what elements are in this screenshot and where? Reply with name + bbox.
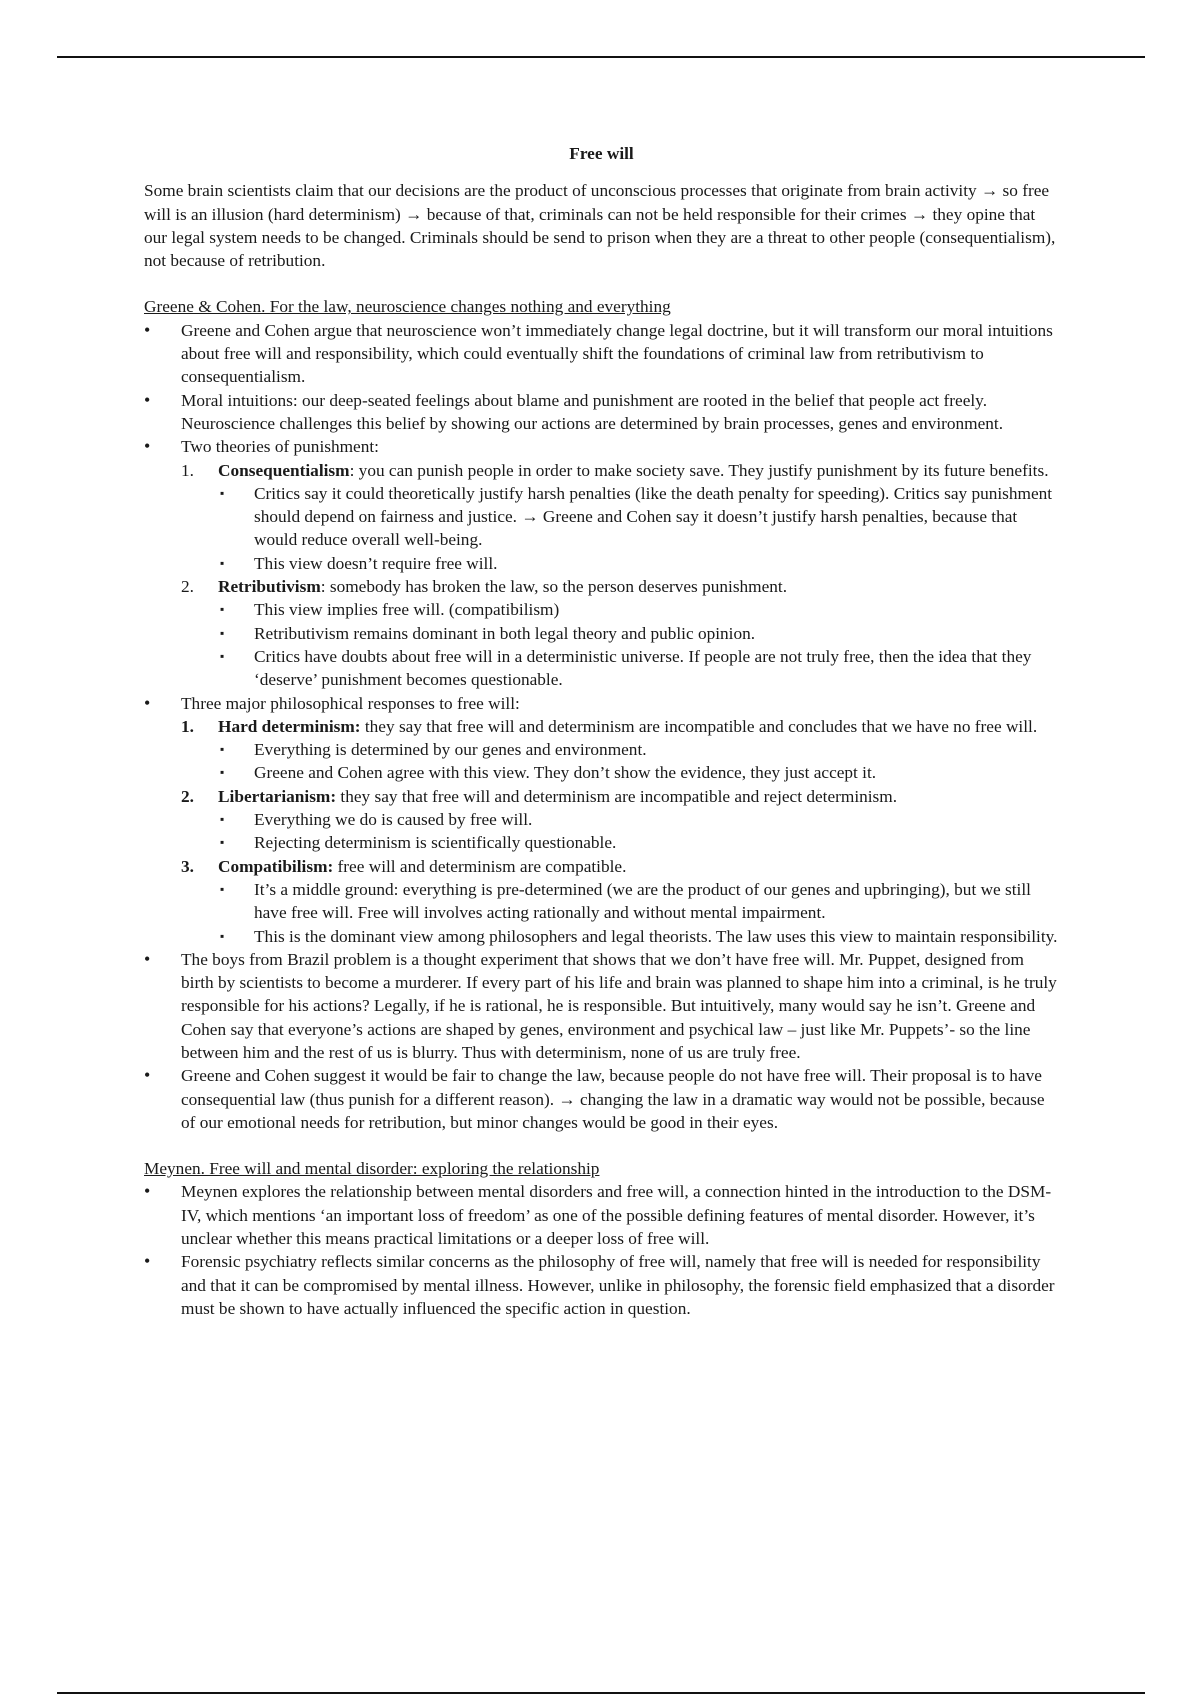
list-item: • Meynen explores the relationship between mental disorders and free will, a connection hinted in the introduction to the DSM-IV, which mentions ‘an important loss of freedom’ as one of the possible defining features of mental disorder. However, it’s unclear whether this means practical limitations or a deeper loss of free will. xyxy=(144,1180,1059,1250)
page-title: Free will xyxy=(569,144,634,163)
sub-list-item: ▪ Everything is determined by our genes and environment. xyxy=(218,738,1059,761)
section-heading-greene-cohen: Greene & Cohen. For the law, neuroscience changes nothing and everything xyxy=(144,297,671,317)
response-compatibilism xyxy=(181,855,1059,948)
section-heading-meynen: Meynen. Free will and mental disorder: exploring the relationship xyxy=(144,1159,600,1179)
sub-list xyxy=(218,878,1059,948)
document-page xyxy=(144,142,1059,1320)
term-description: they say that free will and determinism are incompatible and concludes that we have no free will. xyxy=(360,716,1038,736)
sub-list-item: ▪ Critics say it could theoretically justify harsh penalties (like the death penalty for speeding). Critics say punishment should depend on fairness and justice. → Greene and Cohen say it doesn’t justify harsh penalties, because that would reduce overall well-being. xyxy=(218,482,1059,552)
top-rule xyxy=(57,56,1145,58)
list-number: 1. xyxy=(181,460,194,480)
list-item: • Greene and Cohen argue that neuroscience won’t immediately change legal doctrine, but it will transform our moral intuitions about free will and responsibility, which could eventually shift the foundations of criminal law from retributivism to consequentialism. xyxy=(144,319,1059,389)
list-item: • The boys from Brazil problem is a thought experiment that shows that we don’t have free will. Mr. Puppet, designed from birth by scientists to become a murderer. If every part of his life and brain was planned to shape him into a criminal, is he truly responsible for his actions? Legally, if he is rational, he is responsible. But intuitively, many would say he isn’t. Greene and Cohen say that everyone’s actions are shaped by genes, environment and psychical law – just like Mr. Puppets’- so the line between him and the rest of us is blurry. Thus with determinism, none of us are truly free. xyxy=(144,948,1059,1064)
list-number: 1. xyxy=(181,716,194,736)
sub-list xyxy=(218,482,1059,575)
list-item-text: Three major philosophical responses to free will: xyxy=(181,693,520,713)
sub-list xyxy=(218,808,1059,855)
list-item: • Greene and Cohen suggest it would be fair to change the law, because people do not have free will. Their proposal is to have consequential law (thus punish for a different reason). → changing the law in a dramatic way would not be possible, because of our emotional needs for retribution, but minor changes would be good in their eyes. xyxy=(144,1064,1059,1134)
sub-list-item: ▪ Retributivism remains dominant in both legal theory and public opinion. xyxy=(218,622,1059,645)
list-item-text: Two theories of punishment: xyxy=(181,437,379,457)
sub-list-item: ▪ Critics have doubts about free will in a deterministic universe. If people are not truly free, then the idea that they ‘deserve’ punishment becomes questionable. xyxy=(218,645,1059,692)
term-description: free will and determinism are compatible. xyxy=(333,856,627,876)
list-number: 3. xyxy=(181,856,194,876)
intro-paragraph: Some brain scientists claim that our decisions are the product of unconscious processes that originate from brain activity → so free will is an illusion (hard determinism) → because of that, criminals can not be held responsible for their crimes → they opine that our legal system needs to be changed. Criminals should be send to prison when they are a threat to other people (consequentialism), not because of retribution. xyxy=(144,181,1056,271)
sub-list-item: ▪ Everything we do is caused by free will. xyxy=(218,808,1059,831)
list-item-philosophical-responses xyxy=(144,692,1059,948)
list-item: • Moral intuitions: our deep-seated feelings about blame and punishment are rooted in the belief that people act freely. Neuroscience challenges this belief by showing our actions are determined by brain processes, genes and environment. xyxy=(144,389,1059,436)
responses-list xyxy=(181,715,1059,948)
sub-list-item: ▪ Greene and Cohen agree with this view. They don’t show the evidence, they just accept it. xyxy=(218,761,1059,784)
term-label: Hard determinism: xyxy=(218,716,361,736)
sub-list xyxy=(218,738,1059,785)
section-spacer xyxy=(144,1134,1059,1157)
bottom-rule xyxy=(57,1692,1145,1694)
term-description: they say that free will and determinism are incompatible and reject determinism. xyxy=(336,786,898,806)
list-number: 2. xyxy=(181,786,194,806)
term-label: Retributivism xyxy=(218,577,321,597)
term-description: : you can punish people in order to make society save. They justify punishment by its future benefits. xyxy=(349,460,1049,480)
term-label: Compatibilism: xyxy=(218,856,334,876)
list-item-punishment-theories xyxy=(144,435,1059,691)
sub-list-item: ▪ This view implies free will. (compatibilism) xyxy=(218,598,1059,621)
sub-list-item: ▪ Rejecting determinism is scientifically questionable. xyxy=(218,831,1059,854)
theories-list xyxy=(181,459,1059,692)
response-hard-determinism xyxy=(181,715,1059,785)
section-list-meynen xyxy=(144,1180,1059,1320)
list-item: • Forensic psychiatry reflects similar concerns as the philosophy of free will, namely that free will is needed for responsibility and that it can be compromised by mental illness. However, unlike in philosophy, the forensic field emphasized that a disorder must be shown to have actually influenced the specific action in question. xyxy=(144,1250,1059,1320)
term-label: Consequentialism xyxy=(218,460,350,480)
sub-list-item: ▪ This view doesn’t require free will. xyxy=(218,552,1059,575)
response-libertarianism xyxy=(181,785,1059,855)
term-label: Libertarianism: xyxy=(218,786,337,806)
term-description: : somebody has broken the law, so the person deserves punishment. xyxy=(320,577,788,597)
theory-consequentialism xyxy=(181,459,1059,575)
theory-retributivism xyxy=(181,575,1059,691)
sub-list xyxy=(218,598,1059,691)
sub-list-item: ▪ This is the dominant view among philosophers and legal theorists. The law uses this view to maintain responsibility. xyxy=(218,925,1059,948)
section-list-greene-cohen xyxy=(144,319,1059,1134)
list-number: 2. xyxy=(181,577,194,597)
sub-list-item: ▪ It’s a middle ground: everything is pre-determined (we are the product of our genes and upbringing), but we still have free will. Free will involves acting rationally and without mental impairment. xyxy=(218,878,1059,925)
